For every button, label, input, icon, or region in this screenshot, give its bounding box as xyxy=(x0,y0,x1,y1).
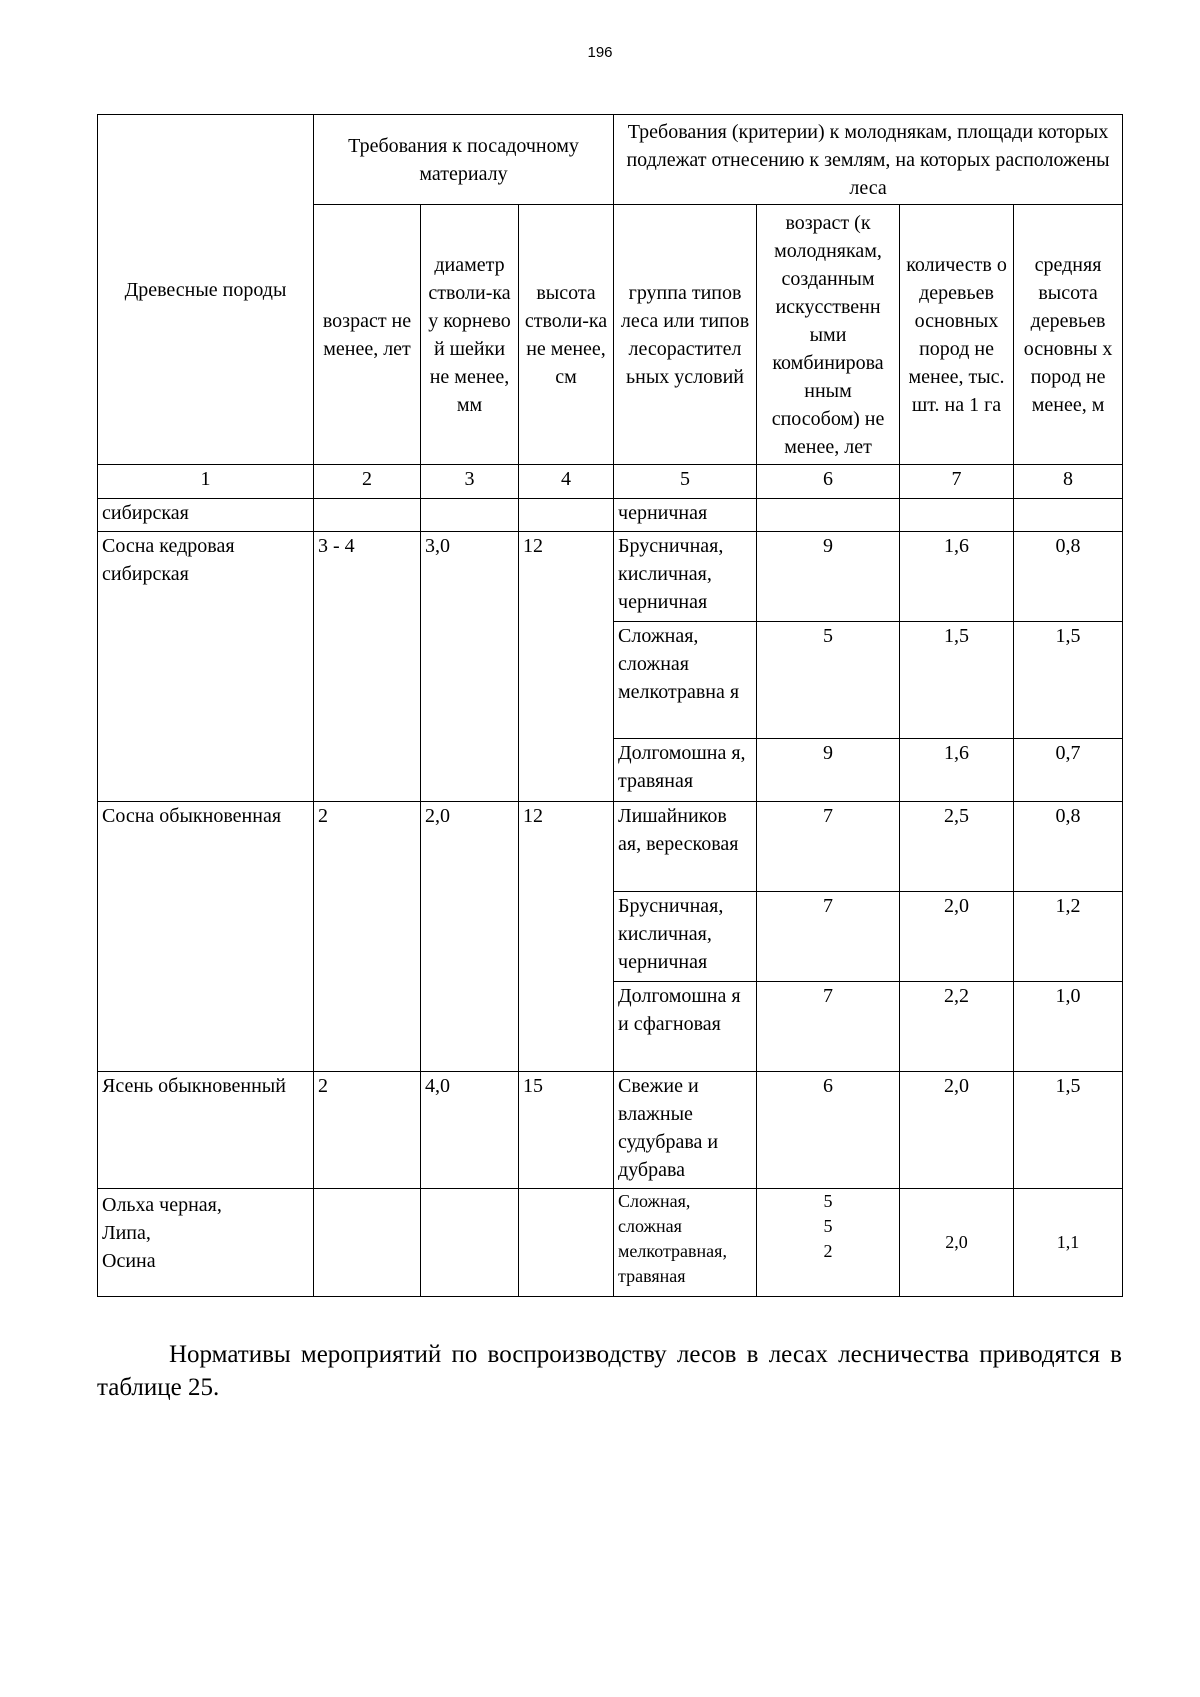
species-cell: Ясень обыкновенный xyxy=(98,1072,314,1189)
column-number: 6 xyxy=(757,465,900,499)
avg-height-cell: 1,1 xyxy=(1014,1189,1123,1297)
species-cell: сибирская xyxy=(98,499,314,532)
avg-height-cell: 1,2 xyxy=(1014,892,1123,982)
tree-count-cell: 2,2 xyxy=(900,982,1014,1072)
header-age: возраст не менее, лет xyxy=(314,205,421,465)
species-cell xyxy=(98,1189,314,1297)
forest-type-cell: Долгомошна я и сфагновая xyxy=(614,982,757,1072)
note-paragraph: Нормативы мероприятий по воспроизводству лесов в лесах лесничества приводятся в таблице 25. xyxy=(97,1341,1122,1401)
young-age-cell: 7 xyxy=(757,802,900,892)
table-row xyxy=(98,499,1123,532)
seedling-requirements-table xyxy=(97,114,1123,1297)
avg-height-cell: 0,8 xyxy=(1014,802,1123,892)
avg-height-cell: 1,5 xyxy=(1014,622,1123,739)
young-age-cell xyxy=(757,1189,900,1297)
column-number: 1 xyxy=(98,465,314,499)
young-age-cell: 9 xyxy=(757,532,900,622)
column-number: 3 xyxy=(421,465,519,499)
diameter-cell: 3,0 xyxy=(421,532,519,802)
forest-type-cell: Лишайников ая, вересковая xyxy=(614,802,757,892)
tree-count-cell: 1,6 xyxy=(900,739,1014,802)
species-cell: Сосна обыкновенная xyxy=(98,802,314,1072)
tree-count-cell: 1,5 xyxy=(900,622,1014,739)
avg-height-cell: 1,5 xyxy=(1014,1072,1123,1189)
forest-type-cell: Сложная, сложная мелкотравна я xyxy=(614,622,757,739)
young-age-line: 2 xyxy=(823,1241,833,1261)
column-number: 2 xyxy=(314,465,421,499)
header-planting-material: Требования к посадочному материалу xyxy=(314,115,614,205)
forest-type-cell: Долгомошна я, травяная xyxy=(614,739,757,802)
avg-height-cell: 0,7 xyxy=(1014,739,1123,802)
height-cell: 15 xyxy=(519,1072,614,1189)
tree-count-cell: 2,0 xyxy=(900,1189,1014,1297)
header-height: высота стволи-ка не менее, см xyxy=(519,205,614,465)
young-age-cell: 7 xyxy=(757,982,900,1072)
header-species: Древесные породы xyxy=(98,115,314,465)
header-forest-type: группа типов леса или типов лесорастител ьных условий xyxy=(614,205,757,465)
young-age-cell: 6 xyxy=(757,1072,900,1189)
header-tree-count: количеств о деревьев основных пород не менее, тыс. шт. на 1 га xyxy=(900,205,1014,465)
column-number-row xyxy=(98,465,1123,499)
forest-type-cell: Брусничная, кисличная, черничная xyxy=(614,892,757,982)
young-age-cell: 9 xyxy=(757,739,900,802)
forest-type-cell xyxy=(614,1189,757,1297)
age-cell: 2 xyxy=(314,802,421,1072)
header-young-growth: Требования (критерии) к молоднякам, площади которых подлежат отнесению к землям, на которых расположены леса xyxy=(614,115,1123,205)
column-number: 7 xyxy=(900,465,1014,499)
forest-type-line: Сложная, xyxy=(618,1191,691,1211)
age-cell: 3 - 4 xyxy=(314,532,421,802)
diameter-cell: 2,0 xyxy=(421,802,519,1072)
tree-count-cell: 1,6 xyxy=(900,532,1014,622)
young-age-line: 5 xyxy=(823,1216,833,1236)
forest-type-cell: Брусничная, кисличная, черничная xyxy=(614,532,757,622)
tree-count-cell: 2,0 xyxy=(900,892,1014,982)
table-row xyxy=(98,1072,1123,1189)
young-age-cell: 5 xyxy=(757,622,900,739)
species-cell: Сосна кедровая сибирская xyxy=(98,532,314,802)
young-age-cell: 7 xyxy=(757,892,900,982)
age-cell: 2 xyxy=(314,1072,421,1189)
forest-type-line: мелкотравная, xyxy=(618,1241,727,1261)
forest-type-cell: черничная xyxy=(614,499,757,532)
height-cell: 12 xyxy=(519,532,614,802)
tree-count-cell: 2,0 xyxy=(900,1072,1014,1189)
species-line: Ольха черная, xyxy=(102,1194,222,1216)
column-number: 4 xyxy=(519,465,614,499)
forest-type-line: травяная xyxy=(618,1266,686,1286)
table-row xyxy=(98,802,1123,892)
header-avg-height: средняя высота деревьев основны х пород не менее, м xyxy=(1014,205,1123,465)
young-age-line: 5 xyxy=(823,1191,833,1211)
header-diameter: диаметр стволи-ка у корнево й шейки не менее, мм xyxy=(421,205,519,465)
column-number: 8 xyxy=(1014,465,1123,499)
species-line: Осина xyxy=(102,1250,156,1272)
table-row xyxy=(98,532,1123,622)
forest-type-line: сложная xyxy=(618,1216,682,1236)
table-row xyxy=(98,1189,1123,1297)
species-line: Липа, xyxy=(102,1222,151,1244)
avg-height-cell: 1,0 xyxy=(1014,982,1123,1072)
column-number: 5 xyxy=(614,465,757,499)
height-cell: 12 xyxy=(519,802,614,1072)
avg-height-cell: 0,8 xyxy=(1014,532,1123,622)
forest-type-cell: Свежие и влажные судубрава и дубрава xyxy=(614,1072,757,1189)
diameter-cell: 4,0 xyxy=(421,1072,519,1189)
header-young-age: возраст (к молоднякам, созданным искусственн ыми комбинирова нным способом) не менее, лет xyxy=(757,205,900,465)
page-number: 196 xyxy=(587,44,613,61)
tree-count-cell: 2,5 xyxy=(900,802,1014,892)
